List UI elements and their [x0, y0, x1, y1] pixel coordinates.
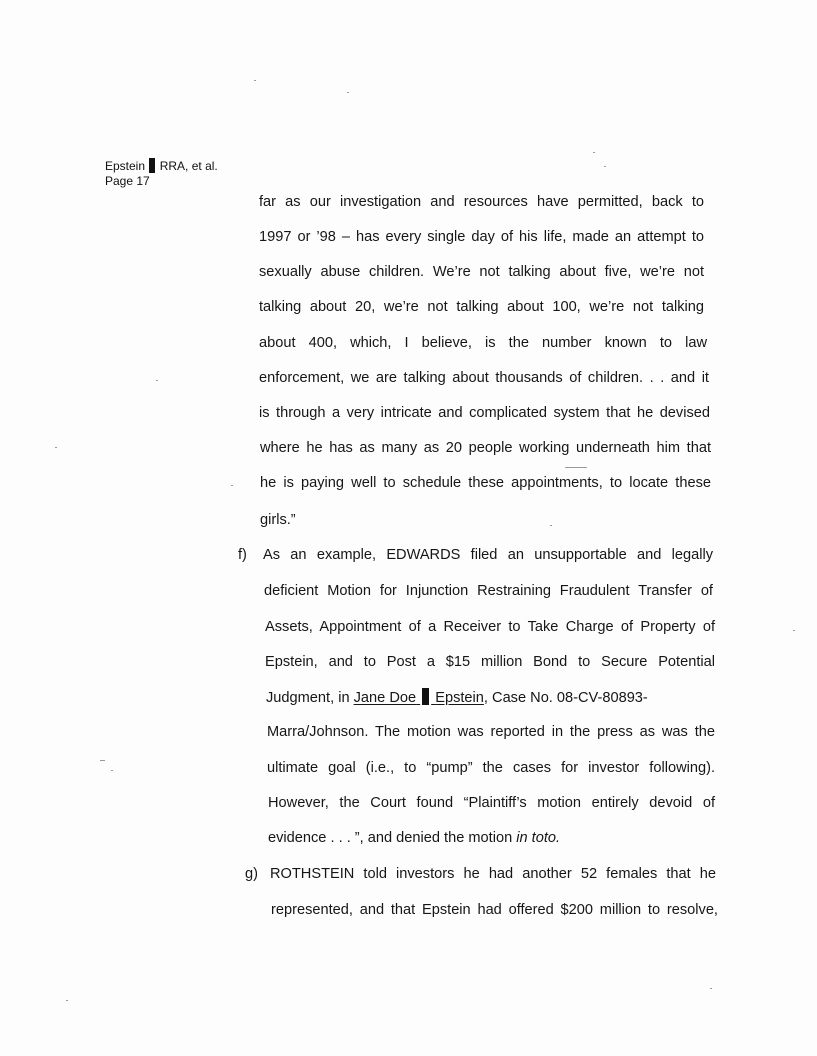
scan-speck — [55, 447, 57, 448]
quote-line: 1997 or ’98 – has every single day of his life, made an attempt to — [259, 229, 704, 245]
case-name: Jane Doe Epstein — [353, 690, 484, 706]
quote-line: about 400, which, I believe, is the number known to law — [259, 335, 707, 351]
item-f-line: Marra/Johnson. The motion was reported in the press as was the — [267, 724, 715, 740]
scan-speck — [254, 80, 256, 81]
item-f-line: Assets, Appointment of a Receiver to Take Charge of Property of — [265, 619, 715, 635]
quote-line: is through a very intricate and complicated system that he devised — [259, 405, 710, 421]
case-caption — [105, 158, 218, 189]
item-f-line-case: Judgment, in Jane Doe Epstein, Case No. 08-CV-80893- — [266, 690, 648, 706]
scan-speck — [66, 1000, 68, 1001]
quote-line: he is paying well to schedule these appointments, to locate these — [260, 475, 711, 491]
scan-speck — [604, 166, 606, 167]
item-f-line: Epstein, and to Post a $15 million Bond to Secure Potential — [265, 654, 715, 670]
redaction-block — [149, 158, 155, 173]
quote-line: girls.” — [260, 512, 296, 528]
scan-speck — [565, 467, 587, 468]
item-f-line: As an example, EDWARDS filed an unsupportable and legally — [263, 547, 713, 563]
scan-speck — [100, 760, 105, 761]
quote-line: sexually abuse children. We’re not talking about five, we’re not — [259, 264, 704, 280]
item-g-line: ROTHSTEIN told investors he had another 52 females that he — [270, 866, 716, 882]
scan-speck — [593, 152, 595, 153]
scan-speck — [710, 988, 712, 989]
scan-speck — [231, 485, 233, 486]
caption-line-1: Epstein RRA, et al. — [105, 159, 218, 173]
scan-speck — [550, 525, 552, 526]
quote-line: talking about 20, we’re not talking about 100, we’re not talking — [259, 299, 704, 315]
scan-speck — [347, 92, 349, 93]
list-marker-f: f) — [238, 547, 247, 563]
scan-speck — [111, 770, 113, 771]
page-number: Page 17 — [105, 174, 150, 188]
quote-line: far as our investigation and resources have permitted, back to — [259, 194, 704, 210]
item-f-line: However, the Court found “Plaintiff’s motion entirely devoid of — [268, 795, 715, 811]
item-f-line: evidence . . . ”, and denied the motion in toto. — [268, 830, 561, 846]
item-f-line: ultimate goal (i.e., to “pump” the cases for investor following). — [267, 760, 715, 776]
quote-line: enforcement, we are talking about thousands of children. . . and it — [259, 370, 709, 386]
quote-line: where he has as many as 20 people working underneath him that — [260, 440, 711, 456]
list-marker-g: g) — [245, 866, 258, 882]
item-f-line: deficient Motion for Injunction Restraining Fraudulent Transfer of — [264, 583, 713, 599]
redaction-block — [422, 688, 429, 705]
scan-speck — [156, 380, 158, 381]
item-g-line: represented, and that Epstein had offered $200 million to resolve, — [271, 902, 718, 918]
scan-speck — [793, 630, 795, 631]
